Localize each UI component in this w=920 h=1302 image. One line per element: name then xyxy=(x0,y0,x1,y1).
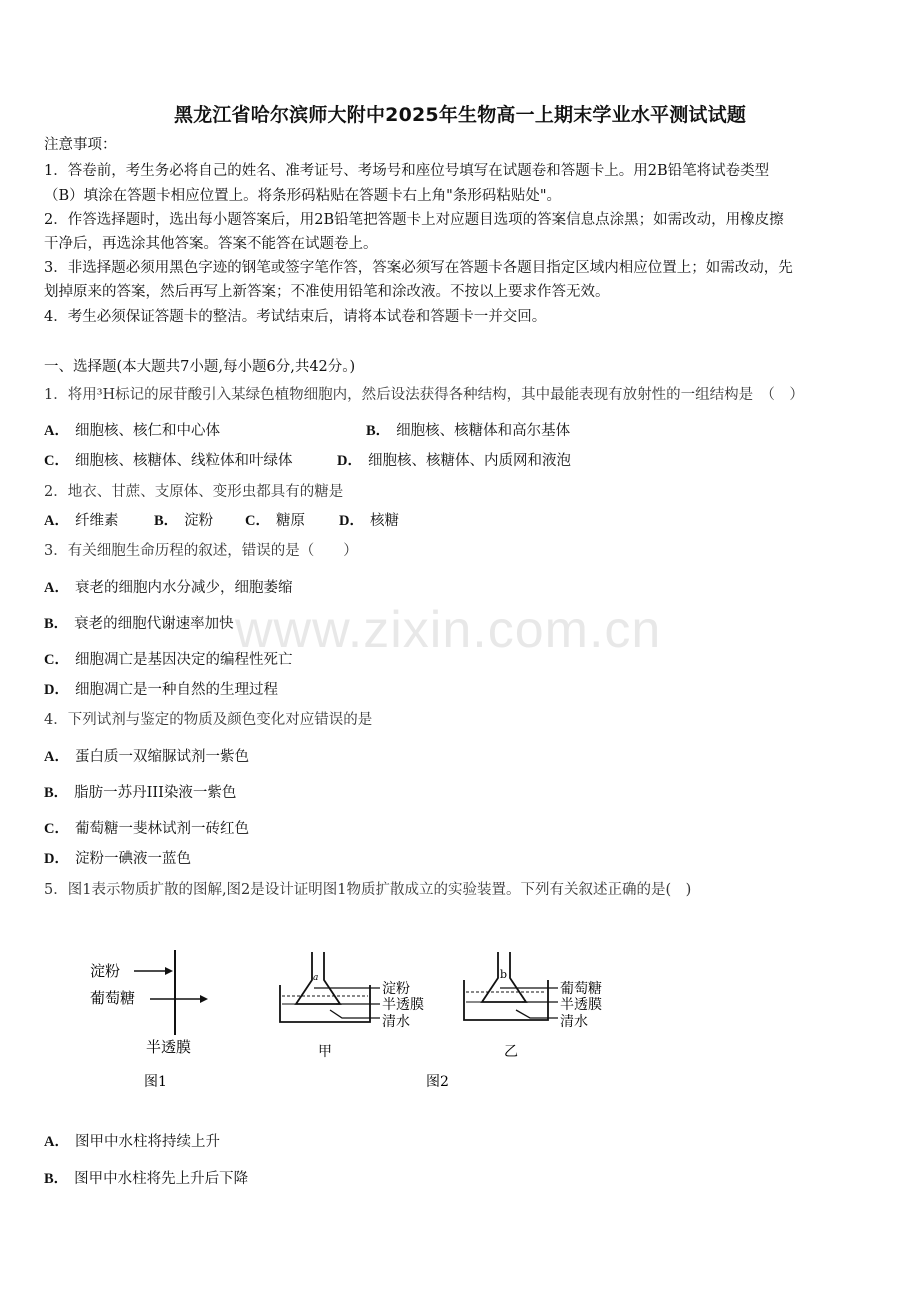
option-text: 淀粉一碘液一蓝色 xyxy=(74,851,191,867)
option-text: 图甲中水柱将持续上升 xyxy=(74,1134,220,1150)
option-text: 细胞核、核糖体、线粒体和叶绿体 xyxy=(74,453,293,469)
option-text: 图甲中水柱将先上升后下降 xyxy=(74,1171,249,1187)
option-text: 糖原 xyxy=(275,513,305,529)
option-text: 蛋白质一双缩脲试剂一紫色 xyxy=(74,749,249,765)
option-text: 葡萄糖一斐林试剂一砖红色 xyxy=(74,821,249,837)
option-text: 脂肪一苏丹III染液一紫色 xyxy=(74,785,237,801)
q5-option-b xyxy=(44,1167,890,1191)
question-4-stem: 4．下列试剂与鉴定的物质及颜色变化对应错误的是 xyxy=(44,712,373,728)
q1-option-a xyxy=(44,419,344,443)
option-letter: A． xyxy=(44,749,69,765)
option-letter: B． xyxy=(44,1171,69,1187)
option-letter: A． xyxy=(44,513,69,529)
q2-option-d xyxy=(339,509,429,533)
option-letter: B． xyxy=(366,423,391,439)
option-text: 纤维素 xyxy=(74,513,119,529)
option-letter: C． xyxy=(44,453,69,469)
q4-option-d xyxy=(44,847,890,871)
option-letter: B． xyxy=(44,785,69,801)
notice-heading: 注意事项： xyxy=(44,137,117,153)
fig1-glucose-label: 葡萄糖 xyxy=(90,989,136,1007)
option-letter: C． xyxy=(44,821,69,837)
q3-option-d xyxy=(44,678,890,702)
notice-line-5: 3．非选择题必须用黑色字迹的钢笔或签字笔作答，答案必须写在答题卡各题目指定区域内相应位置上；如需改动，先 xyxy=(44,260,793,276)
figure-1 xyxy=(90,950,208,1090)
option-letter: D． xyxy=(337,453,362,469)
option-letter: D． xyxy=(339,513,364,529)
option-text: 细胞核、核糖体、内质网和液泡 xyxy=(367,453,571,469)
q2-option-a xyxy=(44,509,154,533)
q4-option-c xyxy=(44,817,890,841)
q1-option-c xyxy=(44,449,334,473)
fig1-caption: 图1 xyxy=(144,1074,167,1090)
notice-line-4: 干净后，再选涂其他答案。答案不能答在试题卷上。 xyxy=(44,236,378,252)
option-text: 衰老的细胞内水分减少，细胞萎缩 xyxy=(74,580,293,596)
q4-option-b xyxy=(44,781,890,805)
q4-option-a xyxy=(44,745,890,769)
notice-line-2: （B）填涂在答题卡相应位置上。将条形码粘贴在答题卡右上角"条形码粘贴处"。 xyxy=(44,188,561,204)
option-letter: C． xyxy=(44,652,69,668)
option-letter: A． xyxy=(44,423,69,439)
option-text: 细胞核、核仁和中心体 xyxy=(74,423,220,439)
diffusion-figure xyxy=(80,940,640,1100)
q1-option-b xyxy=(366,419,666,443)
option-letter: D． xyxy=(44,682,69,698)
option-letter: A． xyxy=(44,580,69,596)
question-2-stem: 2．地衣、甘蔗、支原体、变形虫都具有的糖是 xyxy=(44,484,344,500)
q3-option-a xyxy=(44,576,890,600)
tube-b-label: b xyxy=(500,968,508,981)
option-text: 细胞凋亡是一种自然的生理过程 xyxy=(74,682,278,698)
notice-line-3: 2．作答选择题时，选出每小题答案后，用2B铅笔把答题卡上对应题目选项的答案信息点涂黑；如需改动，用橡皮擦 xyxy=(44,212,784,228)
notice-line-6: 划掉原来的答案，然后再写上新答案；不准使用铅笔和涂改液。不按以上要求作答无效。 xyxy=(44,284,610,300)
option-letter: B． xyxy=(44,616,69,632)
fig2-caption: 图2 xyxy=(426,1074,449,1090)
option-text: 细胞凋亡是基因决定的编程性死亡 xyxy=(74,652,293,668)
tube-a-label: a xyxy=(313,973,319,983)
yi-glucose-label: 葡萄糖 xyxy=(560,981,602,997)
option-letter: D． xyxy=(44,851,69,867)
watermark: www.zixin.com.cn xyxy=(235,601,662,659)
question-1-stem: 1．将用³H标记的尿苷酸引入某绿色植物细胞内，然后设法获得各种结构，其中最能表现有放射性的一组结构是 （ ） xyxy=(44,387,804,403)
q2-option-b xyxy=(154,509,244,533)
q1-option-d xyxy=(337,449,637,473)
fig1-membrane-label: 半透膜 xyxy=(146,1038,192,1056)
jia-starch-label: 淀粉 xyxy=(382,981,410,997)
option-text: 衰老的细胞代谢速率加快 xyxy=(74,616,234,632)
option-letter: A． xyxy=(44,1134,69,1150)
option-text: 细胞核、核糖体和高尔基体 xyxy=(396,423,571,439)
yi-membrane-label: 半透膜 xyxy=(560,997,602,1013)
option-letter: B． xyxy=(154,513,179,529)
fig1-starch-label: 淀粉 xyxy=(90,962,121,980)
jia-membrane-label: 半透膜 xyxy=(382,997,424,1013)
figure-2-yi xyxy=(464,952,602,1060)
jia-water-label: 清水 xyxy=(382,1014,410,1030)
q2-option-c xyxy=(245,509,335,533)
option-text: 核糖 xyxy=(369,513,399,529)
question-5-stem: 5．图1表示物质扩散的图解,图2是设计证明图1物质扩散成立的实验装置。下列有关叙述正确的是( ) xyxy=(44,882,692,898)
notice-line-1: 1．答卷前，考生务必将自己的姓名、准考证号、考场号和座位号填写在试题卷和答题卡上。用2B铅笔将试卷类型 xyxy=(44,163,770,179)
yi-label: 乙 xyxy=(504,1044,518,1060)
yi-water-label: 清水 xyxy=(560,1014,588,1030)
figure-2-jia xyxy=(280,952,424,1060)
option-text: 淀粉 xyxy=(184,513,214,529)
section-heading: 一、选择题(本大题共7小题,每小题6分,共42分。) xyxy=(44,359,356,375)
jia-label: 甲 xyxy=(318,1044,332,1060)
question-3-stem: 3．有关细胞生命历程的叙述，错误的是（ ） xyxy=(44,543,358,559)
q5-option-a xyxy=(44,1130,890,1154)
exam-title: 黑龙江省哈尔滨师大附中2025年生物高一上期末学业水平测试试题 xyxy=(173,104,747,126)
notice-line-7: 4．考生必须保证答题卡的整洁。考试结束后，请将本试卷和答题卡一并交回。 xyxy=(44,309,547,325)
option-letter: C． xyxy=(245,513,270,529)
